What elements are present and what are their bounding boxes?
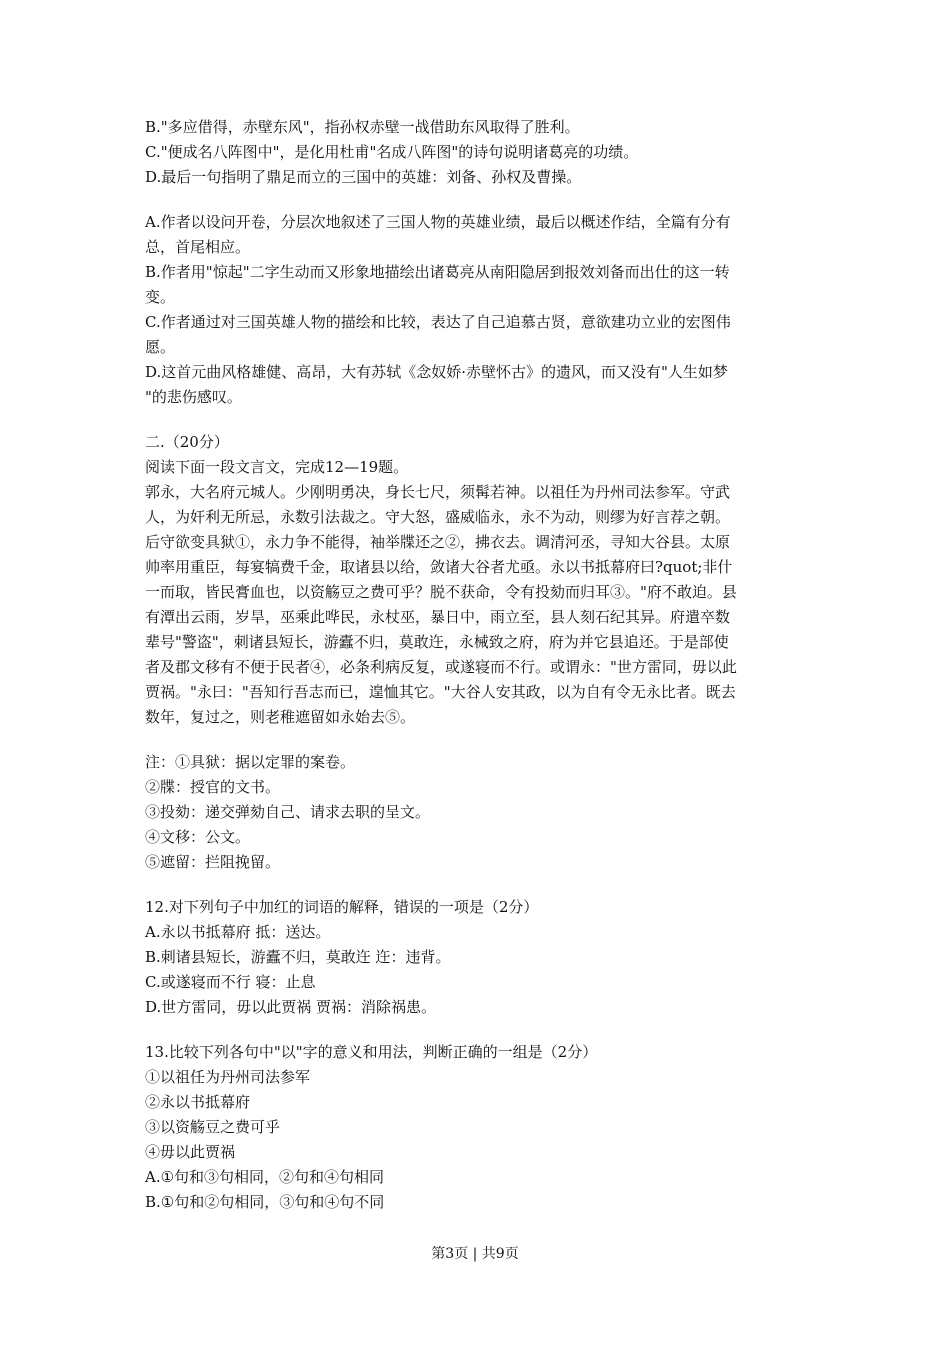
text-line: 后守欲变具狱①，永力争不能得，袖举牒还之②，拂衣去。调清河丞，寻知大谷县。太原 [145,533,731,551]
text-line: 阅读下面一段文言文，完成12—19题。 [145,458,409,476]
text-block [145,750,810,875]
text-line: 愿。 [145,338,176,356]
text-line: 有潭出云雨，岁旱，巫乘此哗民，永杖巫，暴日中，雨立至，县人刻石纪其异。府遣卒数 [145,608,731,626]
text-line: ①以祖任为丹州司法参军 [145,1068,311,1086]
text-line: B."多应借得，赤壁东风"，指孙权赤壁一战借助东风取得了胜利。 [145,118,580,136]
text-line: 人，为奸利无所忌，永数引法裁之。守大怒，盛威临永，永不为动，则缪为好言荐之朝。 [145,508,731,526]
text-line: D.世方雷同，毋以此贾祸 贾祸：消除祸患。 [145,998,437,1016]
text-line: ④文移：公文。 [145,828,251,846]
text-line: ②永以书抵幕府 [145,1093,251,1111]
text-line: D.这首元曲风格雄健、高昂，大有苏轼《念奴娇·赤壁怀古》的遗风，而又没有"人生如梦 [145,363,728,381]
text-line: A.永以书抵幕府 抵：送达。 [145,923,331,941]
text-line: 13.比较下列各句中"以"字的意义和用法，判断正确的一组是（2分） [145,1043,598,1061]
text-line: C.或遂寝而不行 寝：止息 [145,973,316,991]
text-line: 贾祸。"永曰："吾知行吾志而已，遑恤其它。"大谷人安其政，以为自有令无永比者。既去 [145,683,736,701]
text-line: A.①句和③句相同，②句和④句相同 [145,1168,385,1186]
text-line: 一而取，皆民膏血也，以资觞豆之费可乎？脱不获命，令有投劾而归耳③。"府不敢迫。县 [145,583,737,601]
text-line: B.作者用"惊起"二字生动而又形象地描绘出诸葛亮从南阳隐居到报效刘备而出仕的这一转 [145,263,730,281]
page-footer: 第3页 | 共9页 [431,1246,519,1262]
text-block [145,895,810,1020]
text-line: 郭永，大名府元城人。少刚明勇决，身长七尺，须髯若神。以祖任为丹州司法参军。守武 [145,483,731,501]
text-line: 12.对下列句子中加红的词语的解释，错误的一项是（2分） [145,898,539,916]
page-content [145,115,810,1215]
text-line: 总，首尾相应。 [145,238,251,256]
text-line: 变。 [145,288,176,306]
text-line: D.最后一句指明了鼎足而立的三国中的英雄：刘备、孙权及曹操。 [145,168,582,186]
text-line: 数年，复过之，则老稚遮留如永始去⑤。 [145,708,416,726]
text-line: 注：①具狱：据以定罪的案卷。 [145,753,356,771]
text-line: 辈号"警盗"，刺诸县短长，游蠹不归，莫敢迕，永械致之府，府为并它县追还。于是部使 [145,633,729,651]
text-line: C."便成名八阵图中"，是化用杜甫"名成八阵图"的诗句说明诸葛亮的功绩。 [145,143,639,161]
text-line: ④毋以此贾祸 [145,1143,236,1161]
text-line: B.①句和②句相同，③句和④句不同 [145,1193,385,1211]
text-block [145,115,810,190]
block-gap [145,410,810,430]
text-line: ③投劾：递交弹劾自己、请求去职的呈文。 [145,803,431,821]
block-gap [145,730,810,750]
text-line: A.作者以设问开卷，分层次地叙述了三国人物的英雄业绩，最后以概述作结，全篇有分有 [145,213,731,231]
text-block [145,210,810,410]
block-gap [145,875,810,895]
text-line: "的悲伤感叹。 [145,388,242,406]
text-line: ③以资觞豆之费可乎 [145,1118,281,1136]
text-line: ②牒：授官的文书。 [145,778,281,796]
text-line: C.作者通过对三国英雄人物的描绘和比较，表达了自己追慕古贤，意欲建功立业的宏图伟 [145,313,731,331]
text-line: ⑤遮留：拦阻挽留。 [145,853,281,871]
text-line: 帅率用重臣，每宴犒费千金，取诸县以给，敛诸大谷者尤亟。永以书抵幕府曰?quot;非什 [145,558,733,576]
text-line: 二.（20分） [145,433,229,451]
block-gap [145,1020,810,1040]
text-block [145,1040,810,1215]
text-line: 者及郡文移有不便于民者④，必条利病反复，或遂寝而不行。或谓永："世方雷同，毋以此 [145,658,737,676]
text-line: B.刺诸县短长，游蠹不归，莫敢迕 迕：违背。 [145,948,451,966]
text-block [145,430,810,730]
block-gap [145,190,810,210]
